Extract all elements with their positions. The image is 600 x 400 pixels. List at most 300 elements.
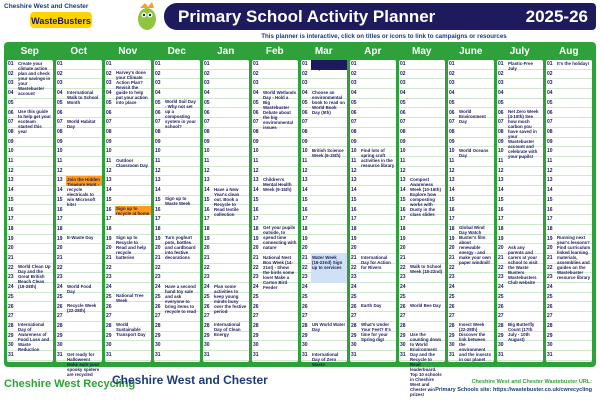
day-cell xyxy=(203,312,249,322)
day-number: 02 xyxy=(498,70,504,77)
day-cell xyxy=(448,303,494,313)
day-cell xyxy=(301,293,347,303)
day-cell xyxy=(399,109,445,119)
planner-event-link[interactable]: National Nest Box Week (14-21st) - Show the birds some love! Make a Carton Bird Feeder xyxy=(263,254,295,290)
day-number: 08 xyxy=(400,128,406,135)
day-cell xyxy=(252,351,298,361)
planner-event-link[interactable]: Children's Mental Health Week (9-15th) xyxy=(263,176,292,192)
day-number: 16 xyxy=(351,206,357,213)
day-number: 03 xyxy=(351,80,357,87)
day-number: 27 xyxy=(351,313,357,320)
planner-event-link[interactable]: Have a New Year's clean out. Book a Recycle to Read textile collection xyxy=(214,186,240,217)
day-number: 09 xyxy=(302,138,308,145)
day-number: 05 xyxy=(204,99,210,106)
planner-event-link[interactable]: World Habitat Day xyxy=(67,118,96,129)
day-number: 27 xyxy=(106,313,112,320)
day-cell xyxy=(252,332,298,342)
day-number: 11 xyxy=(400,158,406,164)
planner-event-link[interactable]: World Wetlands Day - Hold a Big Wastebuster Debate about the big environmental issues xyxy=(263,89,297,130)
day-number: 15 xyxy=(351,196,357,203)
day-number: 03 xyxy=(449,80,455,87)
day-number: 03 xyxy=(204,80,210,87)
planner-event-link[interactable]: Get your pupils outside, to spend time connecting with nature xyxy=(263,225,297,251)
day-number: 18 xyxy=(498,225,504,232)
cheshire-west-and-chester-logo[interactable]: Cheshire West and Chester xyxy=(112,373,268,387)
day-number: 25 xyxy=(8,293,14,300)
day-cell xyxy=(154,176,200,186)
day-number: 22 xyxy=(302,264,308,271)
day-cell xyxy=(350,70,396,80)
day-number: 23 xyxy=(449,274,455,281)
day-number: 11 xyxy=(57,158,63,164)
day-number: 16 xyxy=(8,206,14,213)
day-number: 05 xyxy=(351,99,357,106)
planner-event-link[interactable]: Sign up to Waste Week xyxy=(165,196,191,207)
day-number: 07 xyxy=(547,119,553,126)
svg-text:WasteBusters: WasteBusters xyxy=(31,16,91,26)
day-number: 28 xyxy=(204,322,210,329)
day-number: 14 xyxy=(57,187,63,194)
day-cell xyxy=(7,99,53,109)
day-number: 20 xyxy=(547,245,553,252)
day-cell xyxy=(546,167,592,177)
day-cell xyxy=(350,89,396,99)
day-number: 08 xyxy=(351,128,357,135)
day-number: 25 xyxy=(155,293,161,300)
day-number: 23 xyxy=(155,274,161,281)
footer-url-link[interactable]: Primary Schools site: https://wastebuster.co.uk/cwrecycling xyxy=(435,387,592,393)
day-number: 04 xyxy=(253,90,259,97)
planner-event-link[interactable]: Running next year's lessons? Find curriculum linked learning materials, assemblies and guides on the Wastebuster resource library xyxy=(557,235,591,281)
planner-event-link[interactable]: Insect Week (22-28th) Discover the link between the environment and the insects in our planet xyxy=(459,322,491,363)
day-number: 12 xyxy=(8,167,14,174)
day-number: 07 xyxy=(253,119,259,126)
day-cell xyxy=(56,293,102,303)
day-number: 09 xyxy=(400,138,406,145)
day-cell xyxy=(105,147,151,157)
planner-event-link[interactable]: Create your climate action plan and check your savings in your Wastebuster account xyxy=(18,60,51,96)
planner-event-link[interactable]: World Bee Day xyxy=(410,303,441,308)
day-cell xyxy=(154,322,200,332)
day-number: 18 xyxy=(547,225,553,232)
day-cell xyxy=(399,147,445,157)
day-cell xyxy=(105,109,151,119)
day-cell xyxy=(546,351,592,361)
day-cell xyxy=(154,264,200,274)
day-number: 31 xyxy=(498,352,504,358)
day-cell xyxy=(154,273,200,283)
day-cell xyxy=(350,312,396,322)
day-number: 24 xyxy=(155,284,161,291)
day-number: 10 xyxy=(498,148,504,155)
day-number: 03 xyxy=(547,80,553,87)
day-number: 24 xyxy=(204,284,210,291)
planner-event-link[interactable]: Ask any parents and carers at your school to visit the Waste Busters Wastebusters Club website xyxy=(508,244,538,285)
day-number: 14 xyxy=(204,187,210,194)
day-number: 09 xyxy=(106,138,112,145)
day-number: 31 xyxy=(253,352,259,358)
day-cell xyxy=(448,70,494,80)
day-cell xyxy=(546,312,592,322)
planner-event-link[interactable]: World Food Day xyxy=(67,283,92,294)
planner-event-link[interactable]: World Oceans Day xyxy=(459,147,489,158)
day-cell xyxy=(350,128,396,138)
day-number: 15 xyxy=(8,196,14,203)
day-number: 06 xyxy=(351,109,357,116)
day-cell xyxy=(154,186,200,196)
day-cell xyxy=(399,244,445,254)
planner-event-link[interactable]: Have a second hand toy sale and ask everyone to bring items to recycle to read xyxy=(165,283,196,314)
day-number: 17 xyxy=(351,216,357,223)
day-number: 06 xyxy=(400,109,406,116)
day-number: 04 xyxy=(155,90,161,97)
day-number: 25 xyxy=(400,293,406,300)
day-cell xyxy=(56,254,102,264)
planner-event-link[interactable]: Walk to School Week (18-22nd) xyxy=(410,264,443,275)
day-number: 31 xyxy=(57,352,63,358)
planner-event-link[interactable]: Compost Awareness Week (10-16th) Explore how composting works with Dusty in the class slides xyxy=(410,176,441,217)
day-cell xyxy=(105,186,151,196)
day-number: 31 xyxy=(302,352,308,358)
day-number: 21 xyxy=(253,255,259,261)
day-number: 30 xyxy=(253,342,259,349)
planner-event-link[interactable]: E-Waste Day xyxy=(67,235,94,241)
day-cell xyxy=(350,186,396,196)
day-cell xyxy=(203,138,249,148)
day-cell xyxy=(7,244,53,254)
day-number: 08 xyxy=(498,128,504,135)
day-cell xyxy=(56,322,102,332)
day-number: 22 xyxy=(204,264,210,271)
day-number: 14 xyxy=(351,187,357,194)
day-number: 02 xyxy=(302,70,308,77)
day-cell xyxy=(497,215,543,225)
day-cell xyxy=(301,303,347,313)
day-number: 01 xyxy=(57,61,63,67)
month-header: Feb xyxy=(265,46,284,57)
wastebusters-logo[interactable] xyxy=(30,10,92,30)
day-number: 16 xyxy=(400,206,406,213)
day-number: 03 xyxy=(253,80,259,87)
day-cell xyxy=(448,79,494,89)
day-number: 06 xyxy=(253,109,259,116)
month-header: Apr xyxy=(364,46,382,57)
day-number: 04 xyxy=(302,90,308,97)
day-cell xyxy=(203,70,249,80)
day-number: 24 xyxy=(351,284,357,291)
day-number: 17 xyxy=(204,216,210,223)
day-cell xyxy=(546,99,592,109)
day-number: 07 xyxy=(400,119,406,126)
planner-event-link[interactable]: It's the holiday! xyxy=(557,60,590,66)
planner-event-link[interactable]: Get ready for Halloween! Make sure your spooky spiders are recycled xyxy=(67,351,100,377)
month-header: Nov xyxy=(118,46,138,57)
day-number: 20 xyxy=(498,245,504,252)
planner-event-link[interactable]: Plan some activities to keep young minds busy over the festive period xyxy=(214,283,247,314)
planner-event-link[interactable]: International Day of Awareness of Food Loss and Waste Reduction xyxy=(18,322,50,353)
planner-event-link[interactable]: National Tree Week xyxy=(116,293,144,304)
day-number: 18 xyxy=(302,225,308,232)
day-number: 01 xyxy=(400,61,406,67)
day-number: 11 xyxy=(449,158,455,164)
day-number: 29 xyxy=(8,332,14,339)
planner-event-link[interactable]: World Clean Up Day and the Great British Beach Clean (19-28th) xyxy=(18,264,51,290)
day-number: 20 xyxy=(351,245,357,252)
planner-event-link[interactable]: Turn yoghurt pots, bottles and cardboard into festive decorations xyxy=(165,235,196,261)
day-cell xyxy=(448,215,494,225)
day-cell xyxy=(497,206,543,216)
day-cell xyxy=(105,138,151,148)
day-number: 25 xyxy=(547,293,553,300)
planner-event-link[interactable]: Find lots of spring craft activities in the resource library xyxy=(361,147,395,168)
day-cell xyxy=(301,206,347,216)
cheshire-west-recycling-logo[interactable]: Cheshire West Recycling xyxy=(4,378,136,390)
month-header: Oct xyxy=(70,46,88,57)
day-cell xyxy=(154,147,200,157)
planner-event-link[interactable]: International Day of Zero Waste xyxy=(312,351,339,367)
day-number: 10 xyxy=(547,148,553,155)
planner-event-link[interactable]: International Walk to School Month xyxy=(67,89,99,105)
day-number: 28 xyxy=(400,322,406,329)
planner-event-link[interactable]: Waste Week (2-8th) xyxy=(312,60,344,71)
day-cell xyxy=(56,157,102,167)
day-number: 26 xyxy=(302,303,308,310)
day-cell xyxy=(203,215,249,225)
day-cell xyxy=(56,332,102,342)
day-number: 19 xyxy=(547,235,553,242)
day-cell xyxy=(301,283,347,293)
day-cell xyxy=(56,206,102,216)
day-cell xyxy=(252,138,298,148)
day-cell xyxy=(7,147,53,157)
month-column xyxy=(350,60,396,362)
day-cell xyxy=(203,264,249,274)
day-number: 22 xyxy=(351,264,357,271)
day-number: 19 xyxy=(351,235,357,242)
planner-event-link[interactable]: UN World Water Day xyxy=(312,322,346,333)
day-cell xyxy=(56,264,102,274)
day-number: 01 xyxy=(155,61,161,67)
day-number: 17 xyxy=(302,216,308,223)
day-number: 27 xyxy=(57,313,63,320)
day-number: 21 xyxy=(106,255,112,261)
day-number: 16 xyxy=(155,206,161,213)
day-number: 15 xyxy=(400,196,406,203)
day-number: 22 xyxy=(8,264,14,271)
day-number: 03 xyxy=(400,80,406,87)
day-number: 29 xyxy=(57,332,63,339)
planner-event-link[interactable]: Harvey's done your Climate Action Plan? Revisit the guide to help put your action into place xyxy=(116,70,148,106)
day-cell xyxy=(203,176,249,186)
planner-event-link[interactable]: Recycle Week (22-28th) xyxy=(67,303,97,313)
day-cell xyxy=(7,138,53,148)
day-number: 13 xyxy=(253,177,259,184)
day-number: 30 xyxy=(57,342,63,349)
day-cell xyxy=(399,157,445,167)
planner-event-link[interactable]: World Soil Day - Why not set up a composting system in your school? xyxy=(165,99,196,130)
planner-event-link[interactable]: Sign up to Recycle to Read and help recycle batteries xyxy=(116,235,147,261)
day-number: 09 xyxy=(8,138,14,145)
month-header: July xyxy=(509,46,530,57)
day-number: 17 xyxy=(155,216,161,223)
day-number: 13 xyxy=(351,177,357,184)
day-cell xyxy=(203,341,249,351)
day-number: 26 xyxy=(400,303,406,310)
planner-event-link[interactable]: Global Wind Day Watch Buster's film about renewable energy - and make your own paper windmill xyxy=(459,225,491,266)
day-cell xyxy=(105,128,151,138)
day-cell xyxy=(350,341,396,351)
day-number: 07 xyxy=(155,119,161,126)
day-number: 28 xyxy=(302,322,308,329)
planner-event-link[interactable]: Sign up to recycle at home xyxy=(116,206,150,216)
planner-event-link[interactable]: Big Butterfly Count (17th July - 10th August) xyxy=(508,322,535,343)
day-number: 23 xyxy=(204,274,210,281)
day-cell xyxy=(448,312,494,322)
day-number: 29 xyxy=(547,332,553,339)
day-number: 10 xyxy=(302,148,308,155)
day-number: 31 xyxy=(8,352,14,358)
day-number: 01 xyxy=(547,61,553,67)
day-number: 04 xyxy=(351,90,357,97)
day-number: 27 xyxy=(400,313,406,320)
day-cell xyxy=(252,60,298,70)
day-cell xyxy=(252,157,298,167)
planner-event-link[interactable]: Use this guide to help get your ecoteam started this year xyxy=(18,109,51,134)
day-cell xyxy=(350,215,396,225)
day-number: 10 xyxy=(351,148,357,155)
planner-event-link[interactable]: Join the Hidden Treasure Hunt - recycle electricals to win Microsoft kits! xyxy=(67,176,100,207)
month-column xyxy=(497,60,543,362)
day-number: 29 xyxy=(351,332,357,339)
planner-event-link[interactable]: Choose an environmental book to read on World Book Day (5th) xyxy=(312,89,345,115)
day-number: 27 xyxy=(253,313,259,320)
day-number: 21 xyxy=(449,255,455,261)
day-number: 31 xyxy=(155,352,161,358)
day-cell xyxy=(301,341,347,351)
planner-event-link[interactable]: Use the counting down to World Environment Day and the Recycle to Read leaderboard. Top 10 schools in Cheshire West and Chester win prizes! xyxy=(410,332,442,398)
day-cell xyxy=(203,273,249,283)
planner-event-link[interactable]: World Sustainable Transport Day xyxy=(116,322,146,338)
day-cell xyxy=(301,157,347,167)
day-number: 07 xyxy=(106,119,112,126)
day-cell xyxy=(203,60,249,70)
day-number: 03 xyxy=(8,80,14,87)
day-cell xyxy=(105,176,151,186)
day-number: 10 xyxy=(57,148,63,155)
day-cell xyxy=(301,225,347,235)
planner-event-link[interactable]: International Day of Clean Energy xyxy=(214,322,241,338)
day-cell xyxy=(301,244,347,254)
day-number: 06 xyxy=(155,109,161,116)
day-number: 16 xyxy=(106,206,112,213)
day-cell xyxy=(252,303,298,313)
day-number: 20 xyxy=(8,245,14,252)
day-number: 20 xyxy=(155,245,161,252)
planner-event-link[interactable]: Water Week (16-22nd) Sign up to services xyxy=(312,254,343,270)
day-number: 03 xyxy=(498,80,504,87)
day-number: 31 xyxy=(400,352,406,358)
day-number: 17 xyxy=(547,216,553,223)
planner-subtitle: This planner is interactive, click on titles or icons to link to campaigns or resources xyxy=(261,33,507,40)
day-number: 16 xyxy=(498,206,504,213)
day-number: 20 xyxy=(449,245,455,252)
day-cell xyxy=(154,206,200,216)
month-column xyxy=(105,60,151,362)
day-number: 01 xyxy=(204,61,210,67)
planner-event-link[interactable]: British Science Week (6-15th) xyxy=(312,147,344,158)
day-cell xyxy=(7,176,53,186)
day-number: 25 xyxy=(253,293,259,300)
day-number: 11 xyxy=(253,158,259,164)
day-number: 08 xyxy=(8,128,14,135)
day-cell xyxy=(546,147,592,157)
day-number: 17 xyxy=(57,216,63,223)
day-number: 06 xyxy=(302,109,308,116)
day-number: 18 xyxy=(204,225,210,232)
day-cell xyxy=(399,138,445,148)
day-cell xyxy=(546,128,592,138)
day-number: 09 xyxy=(547,138,553,145)
day-number: 21 xyxy=(351,255,357,261)
day-number: 14 xyxy=(253,187,259,194)
day-cell xyxy=(154,215,200,225)
day-cell xyxy=(546,225,592,235)
planner-event-link[interactable]: World Environment Day xyxy=(459,109,486,124)
day-number: 18 xyxy=(253,225,259,232)
day-number: 21 xyxy=(204,255,210,261)
day-cell xyxy=(399,79,445,89)
day-cell xyxy=(56,138,102,148)
day-cell xyxy=(7,312,53,322)
day-cell xyxy=(105,264,151,274)
day-number: 25 xyxy=(106,293,112,300)
planner-event-link[interactable]: Net Zero Week (4-10th) See how much carbon you have saved in your Wastebuster account and celebrate with your pupils! xyxy=(508,109,539,159)
day-number: 21 xyxy=(155,255,161,261)
day-cell xyxy=(203,235,249,245)
day-number: 06 xyxy=(204,109,210,116)
planner-event-link[interactable]: Plastic-Free July xyxy=(508,60,533,71)
day-number: 25 xyxy=(498,293,504,300)
day-cell xyxy=(154,60,200,70)
day-number: 29 xyxy=(204,332,210,339)
day-number: 12 xyxy=(57,167,63,174)
day-number: 12 xyxy=(253,167,259,174)
day-cell xyxy=(399,293,445,303)
day-number: 13 xyxy=(449,177,455,184)
day-cell xyxy=(252,206,298,216)
day-number: 07 xyxy=(351,119,357,126)
day-cell xyxy=(448,283,494,293)
day-number: 17 xyxy=(106,216,112,223)
planner-event-link[interactable]: International Day for Action for Rivers xyxy=(361,254,391,270)
day-cell xyxy=(56,273,102,283)
planner-event-link[interactable]: Outdoor Classroom Day xyxy=(116,157,148,168)
planner-event-link[interactable]: Earth Day xyxy=(361,303,382,308)
day-number: 30 xyxy=(106,342,112,349)
day-number: 08 xyxy=(302,128,308,135)
day-cell xyxy=(7,167,53,177)
day-cell xyxy=(203,351,249,361)
day-number: 29 xyxy=(498,332,504,339)
planner-event-link[interactable]: What's Under Your Feet? It's time for your Spring dig! xyxy=(361,322,391,343)
day-number: 26 xyxy=(253,303,259,310)
day-number: 26 xyxy=(449,303,455,310)
day-number: 24 xyxy=(106,284,112,291)
day-number: 12 xyxy=(547,167,553,174)
day-number: 11 xyxy=(302,158,308,164)
day-number: 24 xyxy=(547,284,553,291)
day-cell xyxy=(203,157,249,167)
